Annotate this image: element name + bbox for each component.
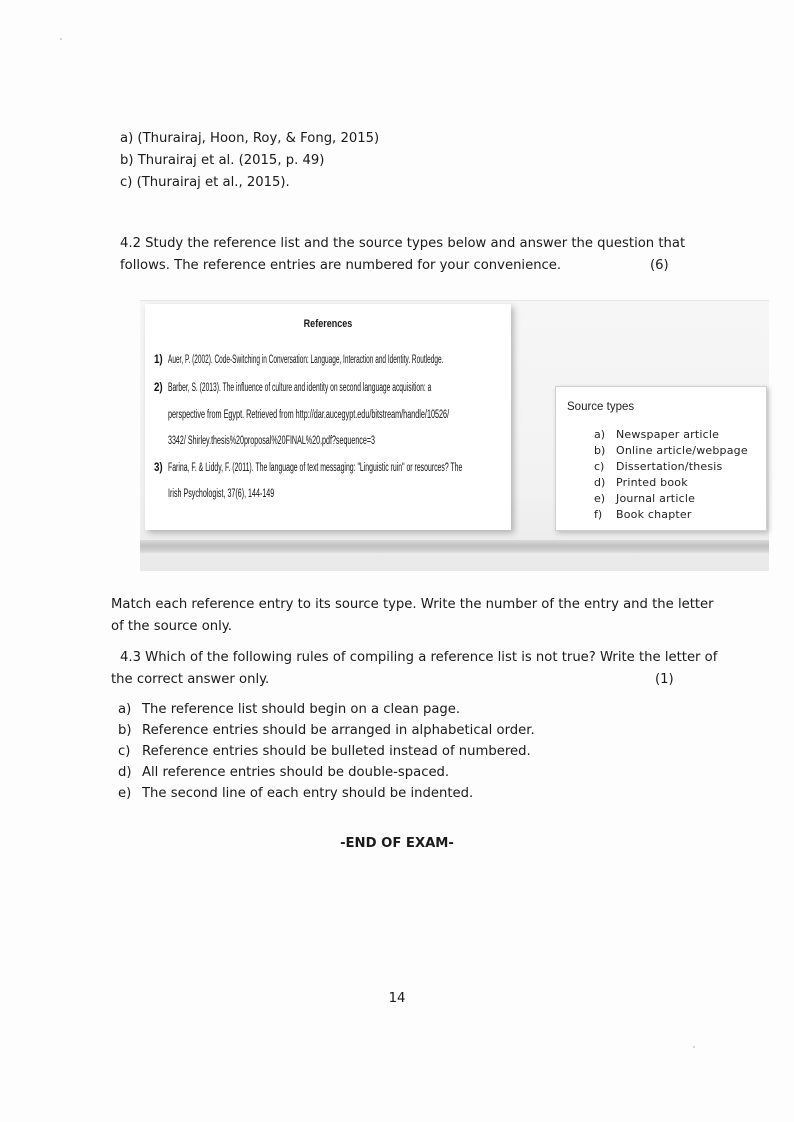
reference-entry-3-number: 3) bbox=[154, 462, 163, 474]
rule-option-c bbox=[118, 741, 535, 762]
scan-speck bbox=[60, 38, 62, 40]
source-type-b-letter: b) bbox=[594, 444, 606, 457]
source-type-e-letter: e) bbox=[594, 492, 606, 505]
page-number: 14 bbox=[388, 991, 406, 1006]
source-type-a-letter: a) bbox=[594, 428, 606, 441]
source-type-c-label: Dissertation/thesis bbox=[616, 460, 723, 473]
reference-entry-2-line2: perspective from Egypt. Retrieved from http://dar.aucegypt.edu/bitstream/handle/10526/ bbox=[168, 409, 450, 421]
match-instruction-line1: Match each reference entry to its source type. Write the number of the entry and the letter bbox=[111, 597, 714, 612]
match-instruction-line2: of the source only. bbox=[111, 619, 232, 634]
question-4-3-marks: (1) bbox=[655, 672, 674, 687]
reference-entry-2-number: 2) bbox=[154, 382, 163, 394]
source-types-title: Source types bbox=[567, 401, 635, 413]
rule-option-b bbox=[118, 720, 535, 741]
rule-options-list bbox=[118, 699, 535, 804]
question-4-2-line2: follows. The reference entries are numbered for your convenience. bbox=[120, 258, 562, 273]
source-type-f-label: Book chapter bbox=[616, 508, 692, 521]
rule-option-d bbox=[118, 762, 535, 783]
source-type-d-letter: d) bbox=[594, 476, 606, 489]
reference-entry-3-line2: Irish Psychologist, 37(6), 144-149 bbox=[168, 488, 275, 500]
source-types-box bbox=[555, 386, 767, 531]
rule-option-letter: c) bbox=[118, 744, 131, 759]
citation-option-b: b) Thurairaj et al. (2015, p. 49) bbox=[120, 153, 325, 168]
source-type-b-label: Online article/webpage bbox=[616, 444, 748, 457]
question-4-3-line1: 4.3 Which of the following rules of compiling a reference list is not true? Write the letter of bbox=[120, 650, 718, 665]
rule-option-letter: a) bbox=[118, 702, 132, 717]
source-type-a-label: Newspaper article bbox=[616, 428, 720, 441]
reference-entry-1-number: 1) bbox=[154, 354, 163, 366]
rule-option-letter: d) bbox=[118, 765, 132, 780]
rule-option-text: All reference entries should be double-spaced. bbox=[142, 765, 450, 780]
figure-scan-shadow bbox=[140, 540, 769, 554]
references-box bbox=[145, 304, 511, 530]
scan-speck bbox=[693, 1046, 695, 1048]
source-type-f-letter: f) bbox=[594, 508, 603, 521]
rule-option-text: The reference list should begin on a clean page. bbox=[142, 702, 461, 717]
question-4-2-marks: (6) bbox=[650, 258, 669, 273]
source-type-d-label: Printed book bbox=[616, 476, 688, 489]
question-4-2-line1: 4.2 Study the reference list and the source types below and answer the question that bbox=[120, 236, 686, 251]
reference-entry-2-line3: 3342/ Shirley.thesis%20proposal%20FINAL%20.pdf?sequence=3 bbox=[168, 435, 375, 447]
question-4-3-line2: the correct answer only. bbox=[111, 672, 270, 687]
rule-option-text: Reference entries should be bulleted instead of numbered. bbox=[142, 744, 531, 759]
rule-option-text: The second line of each entry should be indented. bbox=[142, 786, 474, 801]
reference-entry-1-line1: Auer, P. (2002). Code-Switching in Conversation: Language, Interaction and Identity. Routledge. bbox=[168, 354, 444, 366]
rule-option-letter: b) bbox=[118, 723, 132, 738]
citation-option-a: a) (Thurairaj, Hoon, Roy, & Fong, 2015) bbox=[120, 131, 380, 146]
reference-entry-3-line1: Farina, F. & Liddy, F. (2011). The language of text messaging: "Linguistic ruin" or resources? The bbox=[168, 462, 463, 474]
source-type-e-label: Journal article bbox=[616, 492, 696, 505]
rule-option-e bbox=[118, 783, 535, 804]
references-title: References bbox=[303, 318, 353, 330]
reference-entry-2-line1: Barber, S. (2013). The influence of culture and identity on second language acquisition: a bbox=[168, 382, 432, 394]
rule-option-a bbox=[118, 699, 535, 720]
citation-option-c: c) (Thurairaj et al., 2015). bbox=[120, 175, 290, 190]
end-of-exam-label: -END OF EXAM- bbox=[340, 836, 454, 851]
rule-option-text: Reference entries should be arranged in alphabetical order. bbox=[142, 723, 535, 738]
rule-option-letter: e) bbox=[118, 786, 132, 801]
source-type-c-letter: c) bbox=[594, 460, 605, 473]
